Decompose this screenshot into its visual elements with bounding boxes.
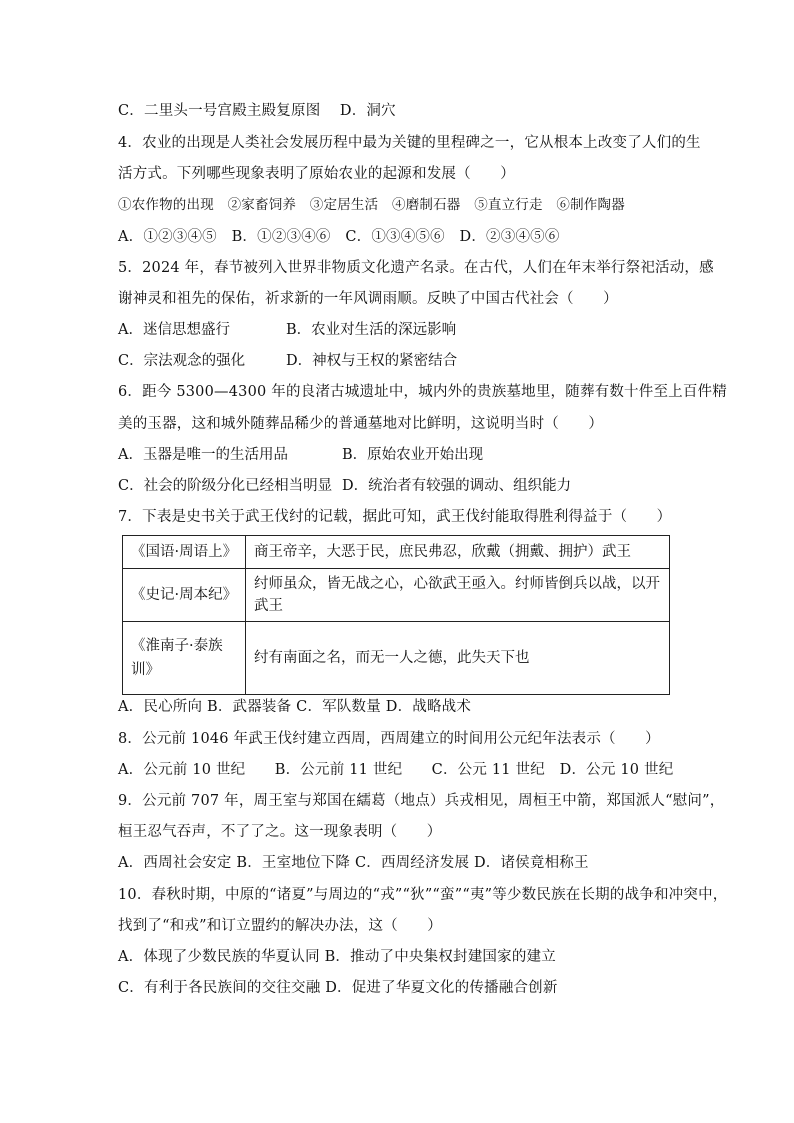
q5-stem-line2: 谢神灵和祖先的保佑，祈求新的一年风调雨顺。反映了中国古代社会（ ）	[118, 291, 618, 307]
q5-option-c: C．宗法观念的强化	[118, 353, 246, 369]
q5-option-b: B．农业对生活的深远影响	[286, 322, 457, 338]
q10-stem-line1: 10．春秋时期，中原的“诸夏”与周边的“戎”“狄”“蛮”“夷”等少数民族在长期的战争和冲突中，	[118, 887, 728, 903]
q6-option-d: D．统治者有较强的调动、组织能力	[342, 478, 572, 494]
table-row	[123, 622, 670, 695]
source-title: 《淮南子·泰族训》	[123, 622, 246, 695]
source-text: 纣有南面之名，而无一人之德，此失天下也	[246, 622, 670, 695]
q6-option-b: B．原始农业开始出现	[342, 447, 484, 463]
q10-options-ab: A．体现了少数民族的华夏认同 B．推动了中央集权封建国家的建立	[118, 949, 556, 965]
q5-option-d: D．神权与王权的紧密结合	[286, 353, 458, 369]
q9-stem-line1: 9．公元前 707 年，周王室与郑国在繻葛（地点）兵戎相见，周桓王中箭，郑国派人“慰问”，	[118, 793, 725, 809]
q4-stem-line1: 4．农业的出现是人类社会发展历程中最为关键的里程碑之一，它从根本上改变了人们的生	[118, 135, 701, 151]
source-text: 纣师虽众，皆无战之心，心欲武王亟入。纣师皆倒兵以战，以开武王	[246, 569, 670, 622]
q10-options-cd: C．有利于各民族间的交往交融 D．促进了华夏文化的传播融合创新	[118, 980, 558, 996]
q4-stem-line2: 活方式。下列哪些现象表明了原始农业的起源和发展（ ）	[118, 166, 515, 182]
q8-options: A．公元前 10 世纪 B．公元前 11 世纪 C．公元 11 世纪 D．公元 10 世纪	[118, 762, 674, 778]
q4-options: A．①②③④⑤ B．①②③④⑥ C．①③④⑤⑥ D．②③④⑤⑥	[118, 229, 560, 245]
q6-stem-line1: 6．距今 5300—4300 年的良渚古城遗址中，城内外的贵族墓地里，随葬有数十件至上百件精	[118, 384, 727, 400]
table-row	[123, 536, 670, 569]
q8-stem: 8．公元前 1046 年武王伐纣建立西周，西周建立的时间用公元纪年法表示（ ）	[118, 731, 660, 747]
source-text: 商王帝辛，大恶于民，庶民弗忍，欣戴（拥戴、拥护）武王	[246, 536, 670, 569]
q3-options-tail: C．二里头一号宫殿主殿复原图 D．洞穴	[118, 103, 396, 119]
q6-option-c: C．社会的阶级分化已经相当明显	[118, 478, 333, 494]
q5-option-a: A．迷信思想盛行	[118, 322, 230, 338]
q10-stem-line2: 找到了“和戎”和订立盟约的解决办法，这（ ）	[118, 918, 442, 934]
q9-options: A．西周社会安定 B．王室地位下降 C．西周经济发展 D．诸侯竟相称王	[118, 855, 589, 871]
q9-stem-line2: 桓王忍气吞声，不了了之。这一现象表明（ ）	[118, 824, 442, 840]
q7-stem: 7．下表是史书关于武王伐纣的记载，据此可知，武王伐纣能取得胜利得益于（ ）	[118, 509, 672, 525]
q5-stem-line1: 5．2024 年，春节被列入世界非物质文化遗产名录。在古代，人们在年末举行祭祀活动，感	[118, 260, 714, 276]
source-title: 《国语·周语上》	[123, 536, 246, 569]
q4-items: ①农作物的出现 ②家畜饲养 ③定居生活 ④磨制石器 ⑤直立行走 ⑥制作陶器	[118, 197, 625, 213]
q6-stem-line2: 美的玉器，这和城外随葬品稀少的普通墓地对比鲜明，这说明当时（ ）	[118, 416, 604, 432]
q6-option-a: A．玉器是唯一的生活用品	[118, 447, 288, 463]
table-row	[123, 569, 670, 622]
source-title: 《史记·周本纪》	[123, 569, 246, 622]
q7-options: A．民心所向 B．武器装备 C．军队数量 D．战略战术	[118, 699, 472, 715]
q7-source-table	[122, 535, 670, 695]
